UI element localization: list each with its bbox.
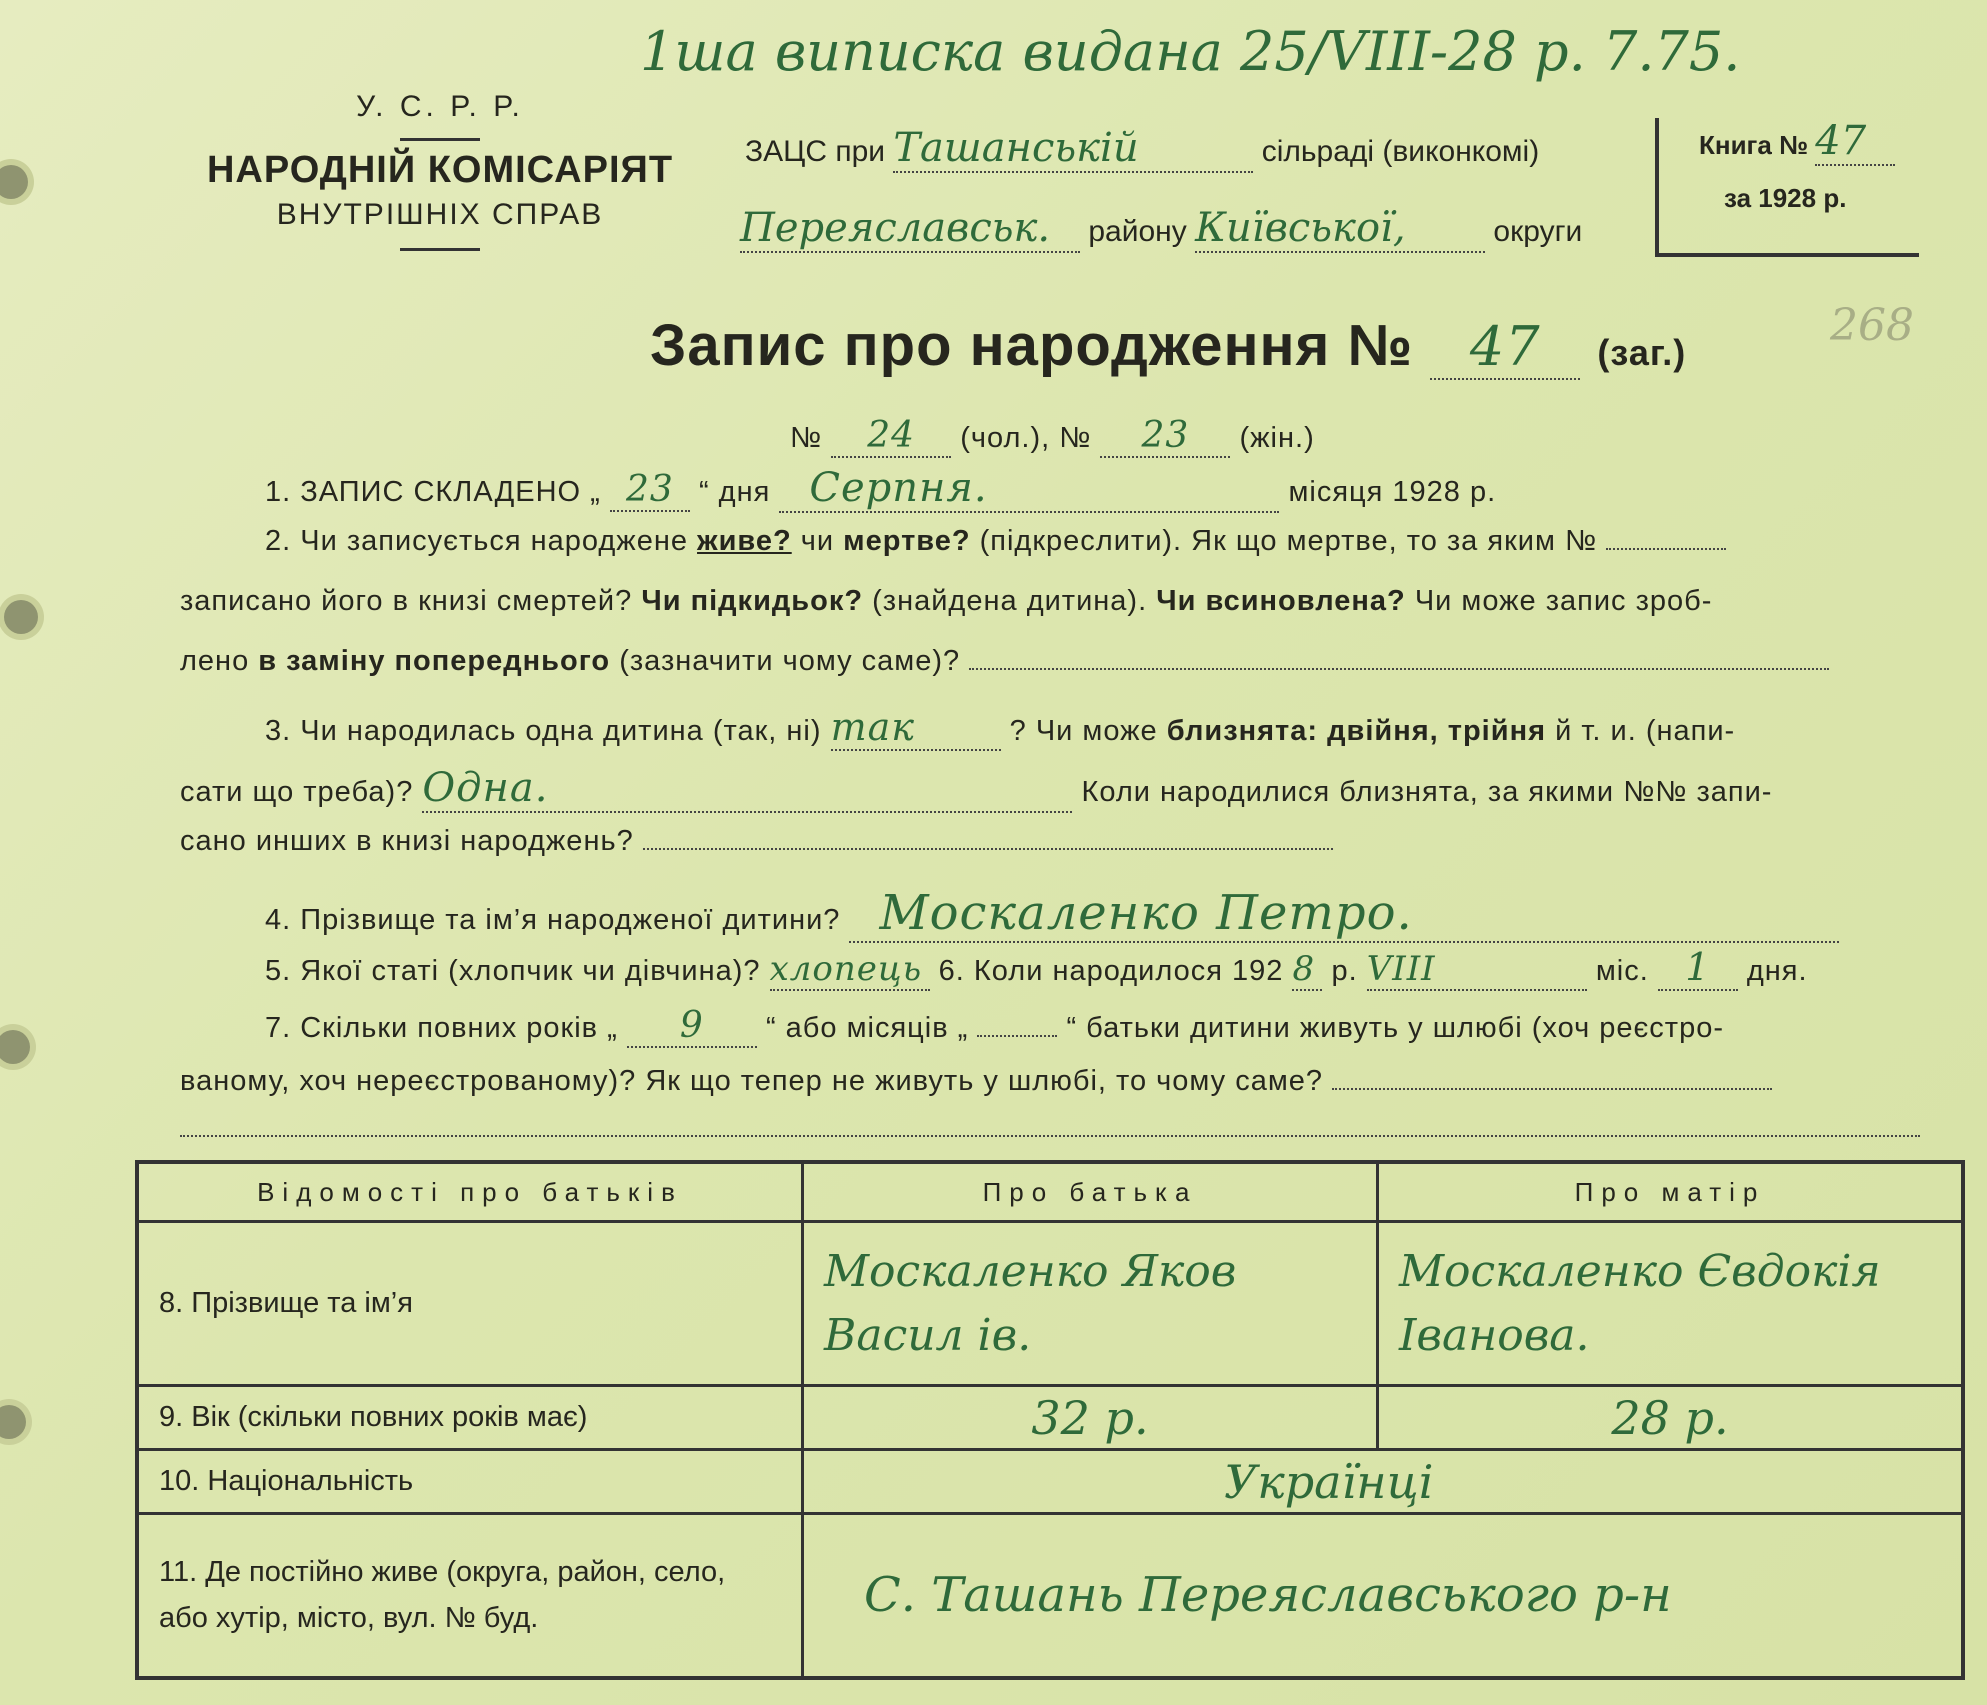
- residence-value: С. Ташань Переяславського р-н: [803, 1514, 1964, 1678]
- item-2-dead: мертве?: [843, 525, 971, 557]
- item-7-line-1: [265, 1005, 1724, 1048]
- record-title: [650, 312, 1686, 380]
- item-1-day: 23: [610, 469, 690, 512]
- zags-value: Ташанській: [893, 125, 1253, 173]
- item-6-r: р.: [1331, 955, 1358, 987]
- table-row: [137, 1386, 1963, 1450]
- binder-hole: [0, 1030, 30, 1064]
- male-label: (чол.), №: [960, 422, 1092, 454]
- item-3-answer-2: Одна.: [422, 765, 1072, 813]
- item-7-text: 7. Скільки повних років „: [265, 1012, 618, 1044]
- item-2-adopted: Чи всиновлена?: [1156, 585, 1406, 617]
- binder-hole: [0, 165, 28, 199]
- item-2-or: чи: [800, 525, 835, 557]
- item-3-blank: [643, 848, 1333, 850]
- item-3-line-1: [265, 705, 1735, 751]
- item-2-text: (підкреслити). Як що мертве, то за яким №: [979, 525, 1598, 557]
- item-3-line-3: [180, 825, 1333, 858]
- male-no-label: №: [790, 422, 823, 454]
- book-box: [1655, 118, 1919, 257]
- item-2-line-3: [180, 645, 1829, 678]
- item-4: [265, 885, 1839, 943]
- council-label: сільраді (виконкомі): [1261, 135, 1540, 168]
- table-header-row: [137, 1162, 1963, 1222]
- item-2-replace: в заміну попереднього: [258, 645, 611, 677]
- mother-age: 28 р.: [1378, 1386, 1964, 1450]
- item-2-blank: [969, 668, 1829, 670]
- item-2-line-1: [265, 525, 1726, 558]
- item-1-month-suffix: місяця 1928 р.: [1288, 476, 1497, 508]
- binder-hole: [4, 600, 38, 634]
- book-value: 47: [1815, 118, 1895, 166]
- item-2-text: лено: [180, 645, 250, 677]
- item-7-line-2: [180, 1065, 1772, 1098]
- parents-table: [135, 1160, 1965, 1680]
- item-2-alive: живе?: [697, 525, 792, 557]
- item-7-text: “ або місяців „: [765, 1012, 969, 1044]
- item-3-twins: близнята: двійня, трійня: [1166, 715, 1546, 747]
- margin-number: 268: [1830, 300, 1914, 351]
- row-label: 11. Де постійно живе (округа, район, село, або хутір, місто, вул. № буд.: [137, 1514, 803, 1678]
- divider: [400, 138, 480, 141]
- item-4-value: Москаленко Петро.: [849, 885, 1839, 943]
- item-2-foundling: Чи підкидьок?: [641, 585, 864, 617]
- item-2-text: Чи може запис зроб-: [1414, 585, 1713, 617]
- item-7-text: ваному, хоч нереєстрованому)? Як що тепер не живуть у шлюбі, то чому саме?: [180, 1065, 1324, 1097]
- table-row: [137, 1514, 1963, 1678]
- row-label: 8. Прізвище та ім’я: [137, 1222, 803, 1386]
- item-6-day: 1: [1658, 945, 1738, 991]
- item-5-label: 5. Якої статі (хлопчик чи дівчина)?: [265, 955, 761, 987]
- item-2-text: 2. Чи записується народжене: [265, 525, 688, 557]
- item-3-text: й т. и. (напи-: [1555, 715, 1736, 747]
- item-6-dnia: дня.: [1746, 955, 1808, 987]
- book-year: за 1928 р.: [1724, 183, 1847, 213]
- table-row: [137, 1222, 1963, 1386]
- item-7-blank-line: [180, 1135, 1920, 1137]
- col-header-mother: Про матір: [1378, 1162, 1964, 1222]
- top-handwritten-note: 1ша виписка видана 25/VIII-28 р. 7.75.: [640, 20, 1741, 83]
- col-header-info: Відомості про батьків: [137, 1162, 803, 1222]
- item-3-answer-1: так: [831, 705, 1001, 751]
- commissariat-subtitle: ВНУТРІШНІХ СПРАВ: [276, 198, 604, 231]
- record-title-text: Запис про народження №: [650, 313, 1414, 378]
- divider: [400, 248, 480, 251]
- item-3-text: сати що треба)?: [180, 776, 414, 808]
- mother-name: Москаленко Євдокія Іванова.: [1378, 1222, 1964, 1386]
- item-1-label: 1. ЗАПИС СКЛАДЕНО „: [265, 476, 601, 508]
- country-label: У. С. Р. Р.: [356, 90, 524, 123]
- col-header-father: Про батька: [803, 1162, 1378, 1222]
- item-1-month: Серпня.: [779, 465, 1279, 513]
- row-label: 9. Вік (скільки повних років має): [137, 1386, 803, 1450]
- nationality-value: Українці: [803, 1450, 1964, 1514]
- district-label: району: [1088, 215, 1187, 248]
- book-number-line: [1699, 118, 1895, 166]
- item-5-6: [265, 945, 1808, 991]
- item-6-label: 6. Коли народилося 192: [938, 955, 1284, 987]
- item-3-line-2: [180, 765, 1772, 813]
- table-row: [137, 1450, 1963, 1514]
- item-4-label: 4. Прізвище та ім’я народженої дитини?: [265, 904, 841, 936]
- female-no-value: 23: [1100, 415, 1230, 458]
- row-label: 10. Національність: [137, 1450, 803, 1514]
- zags-line: [745, 125, 1539, 173]
- okruha-label: округи: [1493, 215, 1583, 248]
- book-label: Книга №: [1699, 130, 1809, 160]
- commissariat-title: НАРОДНІЙ КОМІСАРІЯТ: [206, 149, 674, 191]
- male-no-value: 24: [831, 415, 951, 458]
- item-2-text: (зазначити чому саме)?: [619, 645, 961, 677]
- item-2-text: (знайдена дитина).: [872, 585, 1148, 617]
- item-6-mis: міс.: [1595, 955, 1649, 987]
- zags-label: ЗАЦС при: [745, 135, 886, 168]
- record-suffix: (заг.): [1597, 332, 1687, 373]
- item-3-text: 3. Чи народилась одна дитина (так, ні): [265, 715, 822, 747]
- item-7-blank: [1332, 1088, 1772, 1090]
- issuer-block: [200, 90, 680, 251]
- item-2-line-2: [180, 585, 1712, 618]
- okruha-value: Київської,: [1195, 205, 1485, 253]
- father-age: 32 р.: [803, 1386, 1378, 1450]
- item-2-blank: [1606, 548, 1726, 550]
- record-number: 47: [1430, 315, 1580, 380]
- item-1: [265, 465, 1496, 513]
- item-2-text: записано його в книзі смертей?: [180, 585, 633, 617]
- item-7-text: “ батьки дитини живуть у шлюбі (хоч реєстро-: [1066, 1012, 1724, 1044]
- sub-numbers-line: [790, 415, 1315, 458]
- father-name: Москаленко Яков Васил ів.: [803, 1222, 1378, 1386]
- binder-hole: [0, 1405, 26, 1439]
- district-line: [740, 205, 1582, 253]
- female-label: (жін.): [1239, 422, 1315, 454]
- item-7-months-blank: [977, 1035, 1057, 1037]
- item-6-year: 8: [1292, 949, 1322, 991]
- item-3-text: Коли народилися близнята, за якими №№ запи-: [1081, 776, 1773, 808]
- district-value: Переяславськ.: [740, 205, 1080, 253]
- item-6-month: VIII: [1367, 949, 1587, 991]
- item-7-years: 9: [627, 1005, 757, 1048]
- item-3-text: ? Чи може: [1009, 715, 1158, 747]
- item-1-day-suffix: “ дня: [698, 476, 771, 508]
- item-3-text: сано инших в книзі народжень?: [180, 825, 634, 857]
- item-5-value: хлопець: [770, 949, 930, 991]
